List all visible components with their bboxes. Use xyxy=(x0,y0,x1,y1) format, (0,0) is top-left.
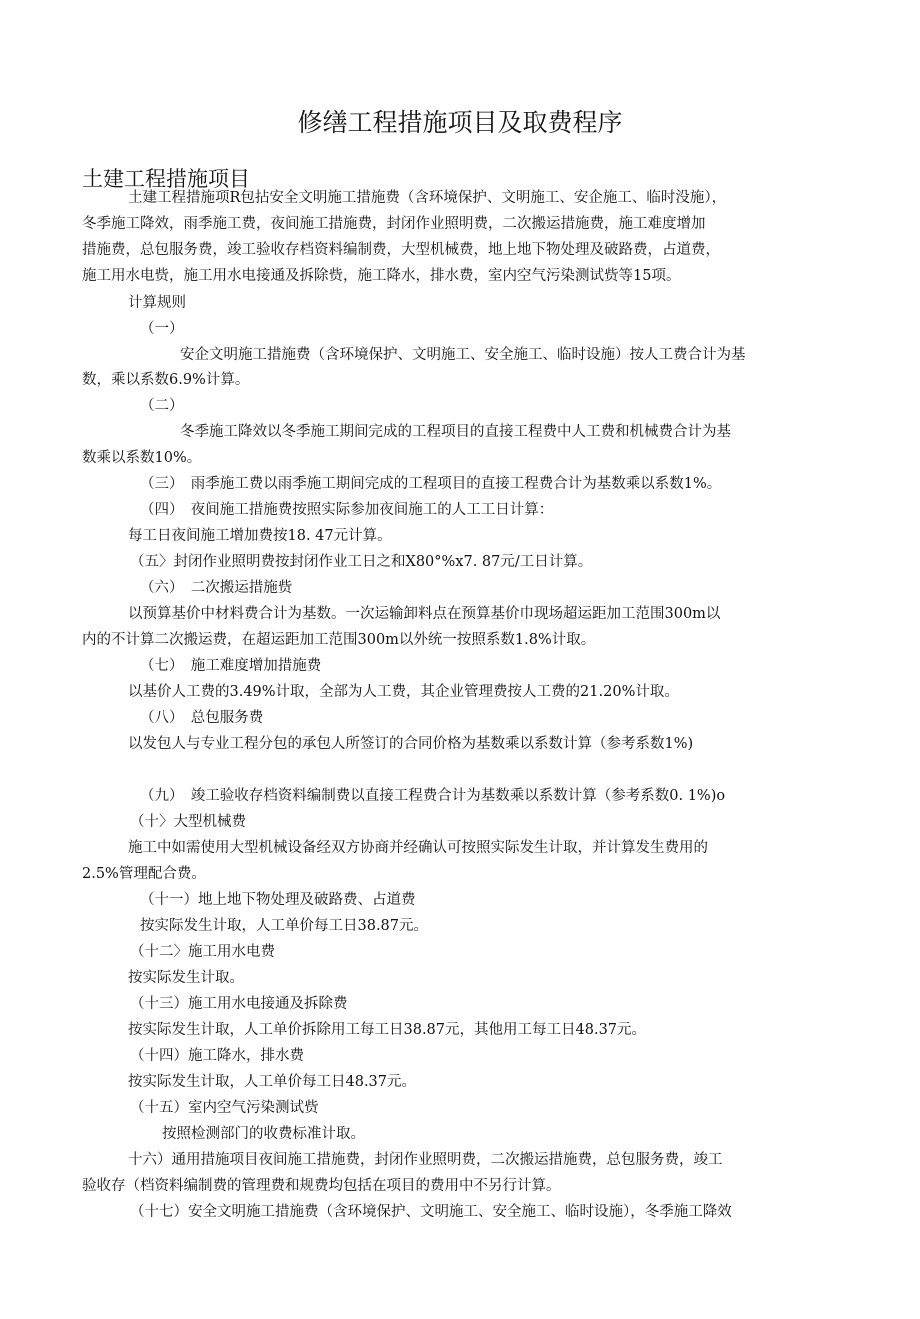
paragraph-line: 按照检测部门的收费标准计取。 xyxy=(162,1126,365,1142)
paragraph-line: （五〉封闭作业照明费按封闭作业工日之和X80°%x7. 87元/工日计算。 xyxy=(130,554,593,570)
paragraph-line: 数乘以系数10%。 xyxy=(82,450,202,466)
paragraph-line: （十五）室内空气污染测试赀 xyxy=(130,1100,319,1116)
paragraph-line: 施工用水电赀，施工用水电接通及拆除赀，施工降水，排水费，室内空气污染测试赀等15项。 xyxy=(82,268,681,284)
paragraph-line: 以基价人工费的3.49%计取，全部为人工费，其企业管理费按人工费的21.20%计取。 xyxy=(128,684,679,700)
paragraph-line: 计算规则 xyxy=(128,295,186,311)
paragraph-line: 冬季施工降效，雨季施工费，夜间施工措施费，封闭作业照明费，二次搬运措施费，施工难度增加 xyxy=(82,216,706,232)
paragraph-line: 十六）通用措施项目夜间施工措施费，封闭作业照明费，二次搬运措施费，总包服务费，竣工 xyxy=(128,1152,723,1168)
paragraph-line: 每工日夜间施工增加费按18. 47元计算。 xyxy=(128,528,392,544)
paragraph-line: 按实际发生计取。 xyxy=(128,970,244,986)
paragraph-line: 数，乘以系数6.9%计算。 xyxy=(82,372,250,388)
paragraph-line: 安企文明施工措施费（含环境保护、文明施工、安全施工、临时设施）按人工费合计为基 xyxy=(180,347,746,363)
paragraph-line: 内的不计算二次搬运费，在超运距加工范围300m以外统一按照系数1.8%计取。 xyxy=(82,632,596,648)
paragraph-line: （十一）地上地下物处理及破路费、占道费 xyxy=(140,892,416,908)
paragraph-line: （十二〉施工用水电费 xyxy=(130,944,275,960)
paragraph-line: 以发包人与专业工程分包的承包人所签订的合同价格为基数乘以系数计算（参考系数1%) xyxy=(128,736,694,752)
paragraph-line: 按实际发生计取，人工单价拆除用工每工日38.87元，其他用工每工日48.37元。 xyxy=(128,1022,647,1038)
section-heading: 土建工程措施项目 xyxy=(82,167,250,192)
paragraph-line: 验收存（档资料编制费的管理费和规费均包括在项目的费用中不另行计算。 xyxy=(82,1178,561,1194)
paragraph-line: 冬季施工降效以冬季施工期间完成的工程项目的直接工程费中人工费和机械费合计为基 xyxy=(180,424,731,440)
paragraph-line: （二） xyxy=(140,398,184,414)
paragraph-line: （九） 竣工验收存档资料编制费以直接工程费合计为基数乘以系数计算（参考系数0. 1%)o xyxy=(140,788,726,804)
paragraph-line: 以预算基价中材料费合计为基数。一次运输卸料点在预算基价巾现场超运距加工范围300m以 xyxy=(128,606,721,622)
paragraph-line: 2.5%管理配合费。 xyxy=(82,866,206,882)
paragraph-line: （十七）安全文明施工措施费（含环境保护、文明施工、安全施工、临时设施），冬季施工降效 xyxy=(130,1204,732,1220)
paragraph-line: （十〉大型机械费 xyxy=(130,814,246,830)
paragraph-line: 按实际发生计取，人工单价每工日48.37元。 xyxy=(128,1074,417,1090)
paragraph-line: （四） 夜间施工措施费按照实际参加夜间施工的人工工日计算： xyxy=(140,502,554,518)
paragraph-line: （六） 二次搬运措施赀 xyxy=(140,580,293,596)
paragraph-line: （八） 总包服务费 xyxy=(140,710,264,726)
document-title: 修缮工程措施项目及取费程序 xyxy=(297,107,623,137)
paragraph-line: （十三）施工用水电接通及拆除费 xyxy=(130,996,348,1012)
paragraph-line: （三） 雨季施工费以雨季施工期间完成的工程项目的直接工程费合计为基数乘以系数1%。 xyxy=(140,476,722,492)
paragraph-line: （十四）施工降水，排水费 xyxy=(130,1048,304,1064)
paragraph-line: （一） xyxy=(140,321,184,337)
paragraph-line: 土建工程措施项R包拈安全文明施工措施费（含环境保护、文明施工、安企施工、临时没施）， xyxy=(128,190,727,206)
paragraph-line: （七） 施工难度增加措施费 xyxy=(140,658,322,674)
paragraph-line: 按实际发生计取，人工单价每工日38.87元。 xyxy=(140,918,429,934)
paragraph-line: 施工中如需使用大型机械设备经双方协商并经确认可按照实际发生计取，并计算发生费用的 xyxy=(128,840,708,856)
paragraph-line: 措施费，总包服务费，竣工验收存档资料编制费，大型机械费，地上地下物处理及破路费，占道费， xyxy=(82,242,720,258)
